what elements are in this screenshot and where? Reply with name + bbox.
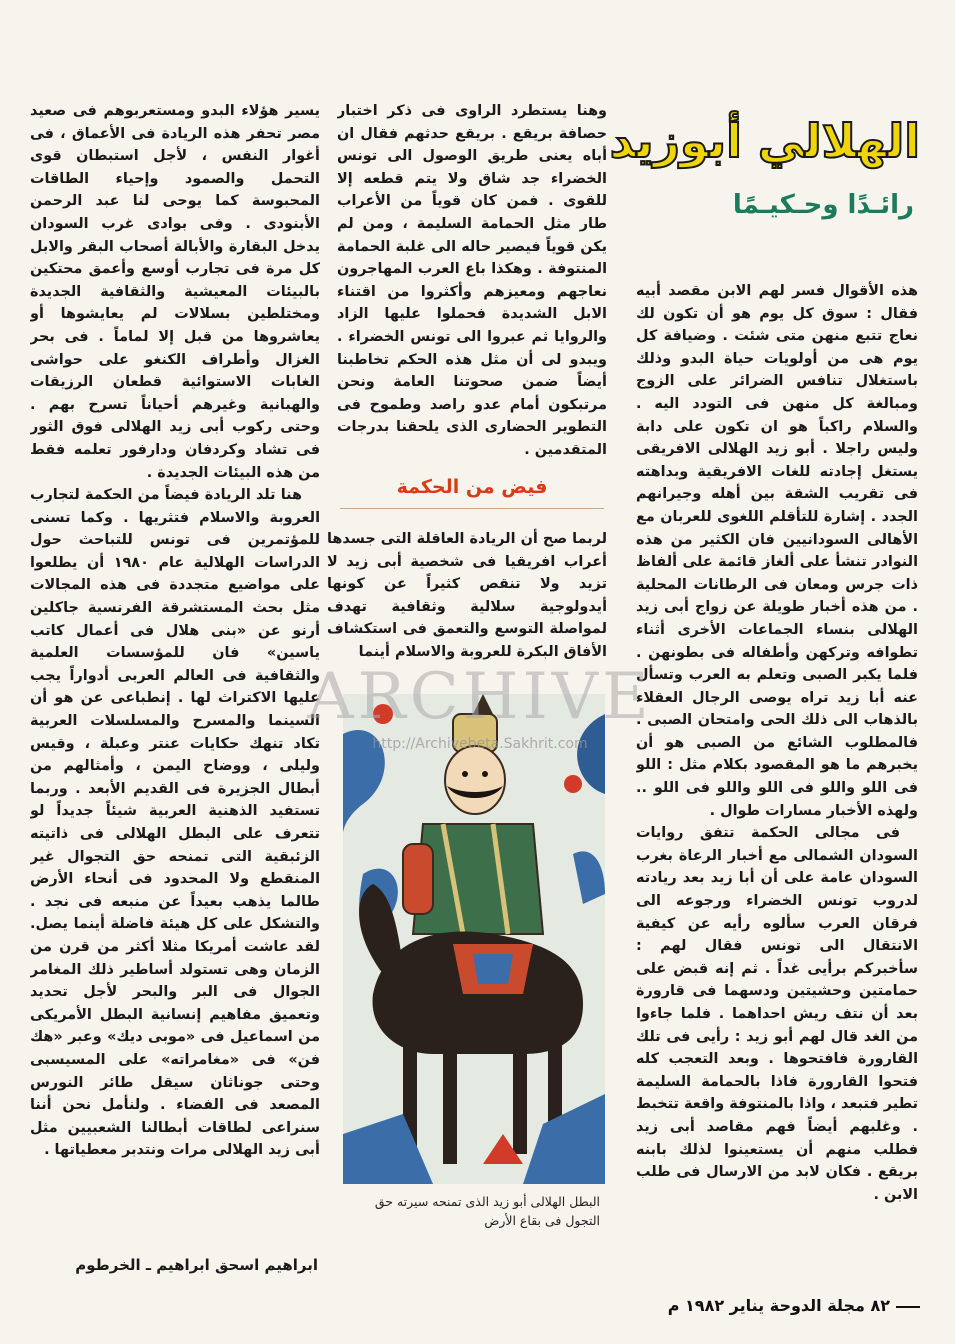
title-block xyxy=(609,104,920,264)
hero-illustration xyxy=(343,694,605,1184)
paragraph: هذه الأقوال فسر لهم الابن مقصد أبيه فقال : سوق كل يوم هو أن تكون لك نعاج تتبع منهن متى شئت . وضيافة كل يوم هى من أولويات حياة البدو وذلك باستغلال تنافس الضرائر على الزوج ومبالغة كل منهن فى التودد اليه . والسلام راكباً هو ان تكون على دابة وليس راجلا . أبو زيد الهلالى الافريقى يستغل إجادته للغات الافريقية وبداهته فى تقريب الشقة بين أهله وجيرانهم الجدد . إشارة للتأقلم اللغوى للعربان مع الأهالى السودانيين فان الكثير من هذه النوادر تنشأ على ألغاز قائمة على ألفاظ ذات جرس ومعان فى الرطانات المحلية . من هذه أخبار طويلة عن زواج أبى زيد الهلالى بنساء الجماعات الأخرى أثناء تطوافه وتركهن وأطفاله فى بطونهن . فلما يكبر الصبى وتعلم به العرب وتسأل عنه أبا زيد تراه يوصى الرجال العقلاء بالذهاب الى ذلك الحى وامتحان الصبى . فالمطلوب الشائع من الصبى هو أن يخبرهم ما هو المقصود بكلام مثل : اللو فى اللو واللو فى اللو واللو فى اللو .. ولهذه الأخبار مسارات طوال . xyxy=(636,283,918,819)
image-caption: البطل الهلالى أبو زيد الذى تمنحه سيرته حق التجول فى بقاع الأرض xyxy=(374,1194,600,1228)
paragraph: فى مجالى الحكمة تتفق روايات السودان الشمالى مع أخبار الرعاة بغرب السودان عامة على أن أبا زيد بعد ريادته لدروب تونس الخضراء ورجوعه الى فرقان العرب سألوه رأيه عن كيفية الانتقال الى تونس فقال لهم : سأخبركم برأيى غداً . ثم إنه قبض على حمامتين وحشيتين ودسهما فى قارورة بعد أن نتف ريش احداهما . فلما جاءوا من الغد قال لهم أبو زيد : رأيى فى تلك القارورة فافتحوها . وبعد التعجب كله فتحوا القارورة فاذا بالحمامة السليمة تطير فتبعد ، واذا بالمنتوفة واقعة تتخبط . وغلبهم أيضاً فهم مقاصد أبى زيد فطلب منهم أن يستعينوا لذلك بابنه بريقع . فكان لابد من الارسال فى طلب الابن . xyxy=(636,825,918,1203)
paragraph: لربما صح أن الريادة العاقلة التى جسدها أعراب افريقيا فى شخصية أبى زيد لا تزيد ولا تنقص كثيراً عن كونها أيدولوجية سلالية وثقافية تهدف لمواصلة التوسع والتعمق فى استكشاف الأفاق البكرة للعروبة والاسلام أينما xyxy=(327,531,607,660)
text-column-right xyxy=(636,280,918,1280)
page-footer xyxy=(600,1296,920,1315)
section-heading: فيض من الحكمة xyxy=(396,476,548,498)
author-signature: ابراهيم اسحق ابراهيم ـ الخرطوم xyxy=(75,1256,318,1274)
paragraph: يسير هؤلاء البدو ومستعربوهم فى صعيد مصر تحفر هذه الريادة فى الأعماق ، فى أغوار النفس ، لأجل استبطان قوى التحمل والصمود وإحياء الطاقات المحبوسة كما يوحى لنا عبد الرحمن الأبنودى . وفى بوادى غرب السودان يدخل البقارة والأبالة أصحاب البقر والابل كل مرة فى تجارب أوسع وأعمق محتكين بالبيئات المعيشية والثقافية الجديدة ومختلطين بسلالات لم يعايشوها أو يعاشروها من قبل إلا لماماً . فى بحر الغزال وأطراف الكنغو على حواشى الغابات الاستوائية قطعان الرزيقات والهبانية وغيرهم أحياناً تسرح بهم . وحتى ركوب أبى زيد الهلالى فوق الثور فى تشاد وكردفان ودارفور تعلمه فقط من هذه البيئات الجديدة . xyxy=(30,103,320,481)
text-column-middle xyxy=(337,100,607,465)
text-column-left xyxy=(30,100,320,1250)
article-subtitle: رائـدًا وحـكيـمًا xyxy=(732,190,914,220)
footer-text: ٨٢ مجلة الدوحة يناير ١٩٨٢ م xyxy=(667,1296,890,1315)
article-title: الهلالي أبوزيد xyxy=(609,114,920,168)
watermark-url: http://Archivebeta.Sakhrit.com xyxy=(372,736,588,752)
paragraph: وهنا يستطرد الراوى فى ذكر اختبار حصافة بريقع . بريقع حدثهم فقال ان أباه يعنى طريق الوصول الى تونس الخضراء جد شاق ولا يتم قطعه إلا للقوى . فمن كان قوياً من الأعراب طار مثل الحمامة السليمة ، ومن لم يكن قوياً فيصير حاله الى غلبة الحمامة المنتوفة . وهكذا باع العرب المهاجرون نعاجهم ومعيزهم وأكثروا من اقتناء الابل الشديدة فحملوا عليها الزاد والروايا ثم عبروا الى تونس الخضراء . ويبدو لى أن مثل هذه الحكم تخاطبنا أيضاً ضمن صحوتنا العامة ونحن مرتبكون أمام عدو راصد وطموح فى التطوير الحضارى الذى يلحقنا بدرجات المتقدمين . xyxy=(337,103,607,458)
paragraph: هنا تلد الريادة فيضاً من الحكمة لتجارب العروبة والاسلام فتثريها . وكما تسنى للمؤتمرين فى تونس للتباحث حول الدراسات الهلالية عام ١٩٨٠ أن يطلعوا على مواضيع متجددة فى هذه المجالات مثل بحث المستشرقة الفرنسية جاكلين أرنو عن «بنى هلال فى أعمال كاتب ياسين» فان للمؤسسات العلمية والثقافية فى العالم العربى أدواراً يجب عليها الاكتراث لها . إنطباعى عن هو أن السينما والمسرح والمسلسلات العربية تكاد تنهك حكايات عنتر وعبلة ، وقيس وليلى ، ووضاح اليمن ، وأمثالهم من أبطال الجزيرة فى القديم الأبعد . وربما تستفيد الذهنية العربية شيئاً جديداً لو تتعرف على البطل الهلالى فى ذاتيته الزئبقية التى تمنحه حق التجوال غير المنقطع ولا المحدود فى أنحاء الأرض طالما يذهب بعيداً عن منبعه فى نجد . والتشكل على كل هيئة فاضلة أينما يصل. لقد عاشت أمريكا مثلا أكثر من قرن من الزمان وهى تستولد أساطير ذلك المغامر الجوال فى البر والبحر لأجل تحديد وتعميق مفاهيم إنسانية البطل الأمريكى من اسماعيل فى «موبى ديك» وعبر «هك فن» فى «مغامراته» على المسيسبى وحتى جوناثان سيقل طائر النورس المصعد فى الفضاء . ولنأمل نحن أننا سنراعى لطاقات أبطالنا الشعبيين مثل أبى زيد الهلالى مرات ونتدبر معطياتها . xyxy=(30,487,320,1159)
watermark: ARCHIVE xyxy=(307,660,653,734)
section-divider xyxy=(340,508,604,509)
horseman-painting xyxy=(343,694,605,1184)
footer-rule xyxy=(896,1306,920,1308)
